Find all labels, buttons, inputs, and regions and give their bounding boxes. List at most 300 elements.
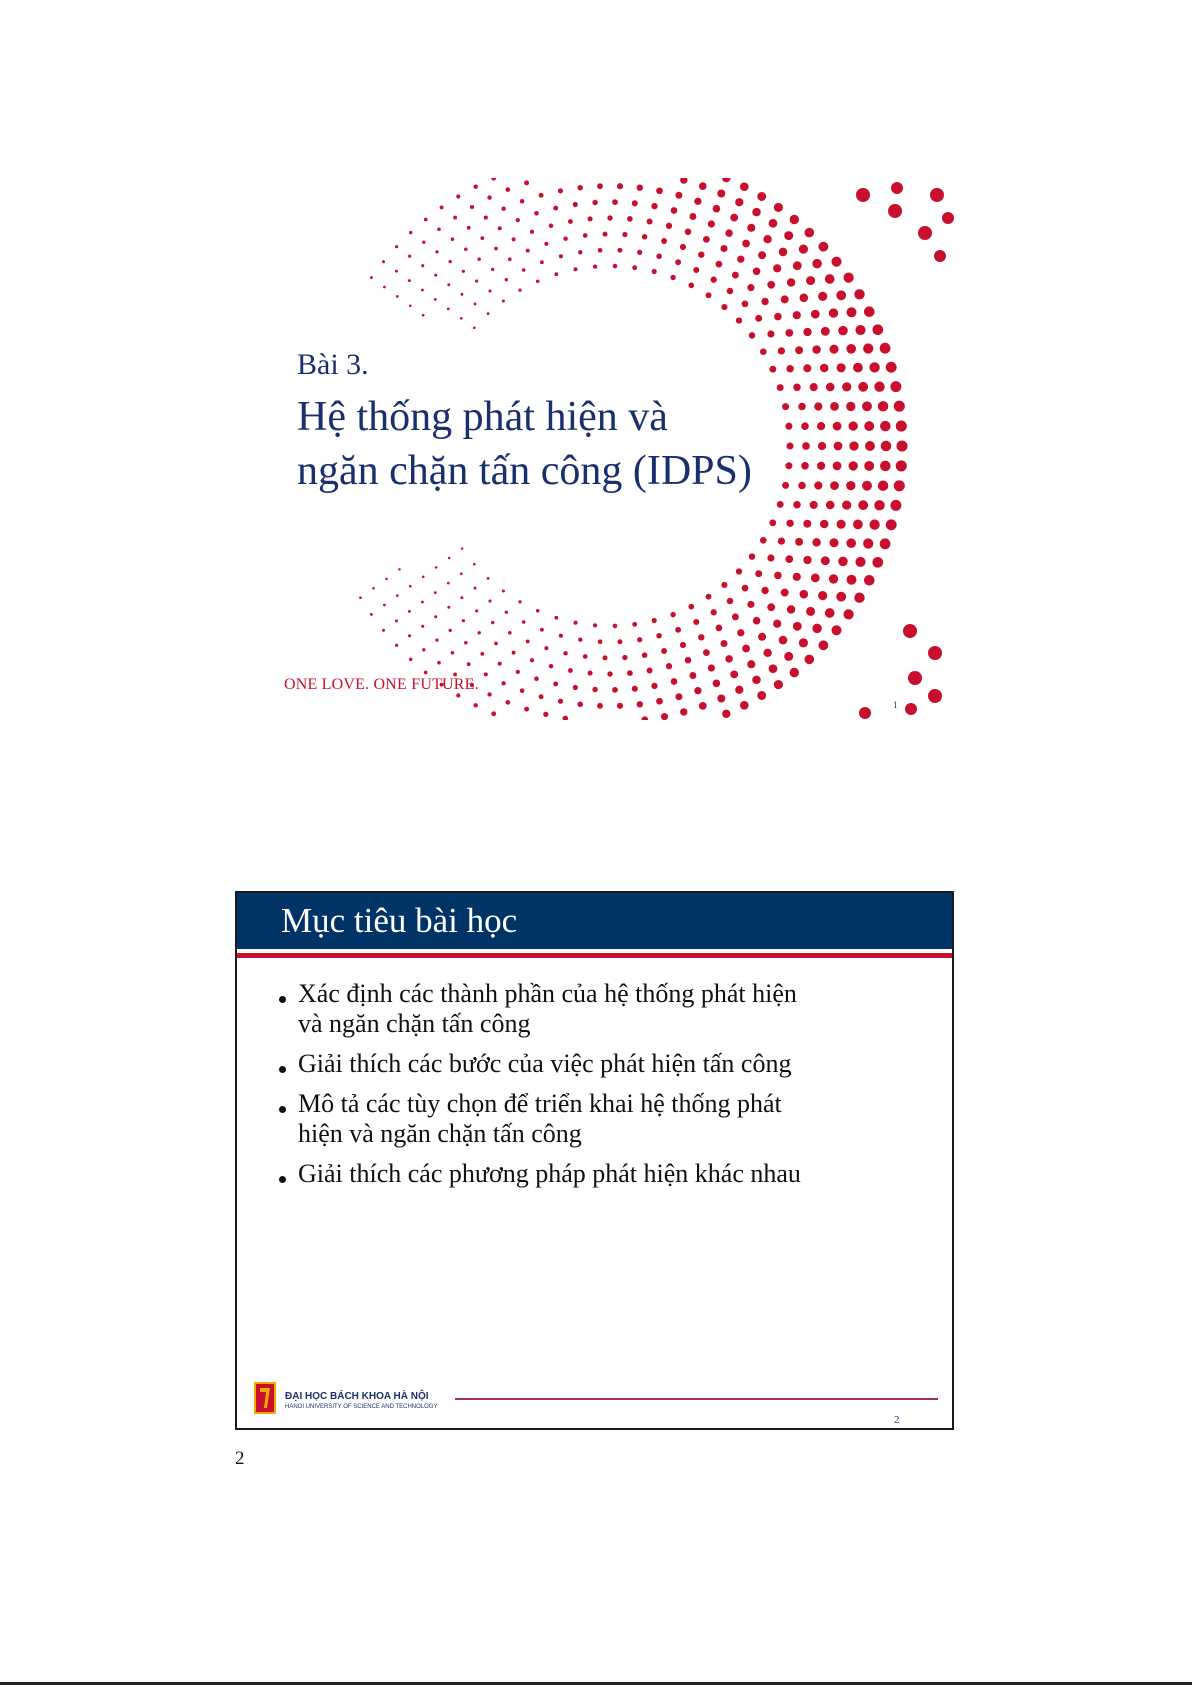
decorative-dot bbox=[760, 537, 767, 544]
decorative-dot bbox=[553, 206, 558, 211]
decorative-dot bbox=[767, 554, 774, 561]
decorative-dot bbox=[760, 348, 767, 355]
decorative-dot bbox=[758, 251, 766, 259]
decorative-dot bbox=[680, 244, 686, 250]
decorative-dot bbox=[675, 192, 682, 199]
decorative-dot bbox=[804, 228, 814, 238]
decorative-dot bbox=[554, 272, 558, 276]
decorative-dot bbox=[675, 627, 681, 633]
decorative-dot bbox=[831, 625, 841, 635]
decorative-dot bbox=[449, 629, 452, 632]
decorative-dot bbox=[742, 240, 750, 248]
decorative-dot bbox=[421, 625, 424, 628]
decorative-dot bbox=[856, 188, 870, 202]
decorative-dot bbox=[395, 270, 398, 273]
decorative-dot bbox=[577, 702, 583, 708]
decorative-dot bbox=[588, 671, 593, 676]
decorative-dot bbox=[647, 668, 653, 674]
decorative-dot bbox=[395, 619, 398, 622]
decorative-dot bbox=[524, 707, 529, 712]
decorative-dot bbox=[593, 264, 597, 268]
decorative-dot bbox=[777, 384, 784, 391]
decorative-dot bbox=[382, 629, 385, 632]
decorative-dot bbox=[865, 441, 875, 451]
decorative-dot bbox=[421, 601, 424, 604]
decorative-dot bbox=[812, 624, 821, 633]
decorative-dot bbox=[396, 594, 399, 597]
decorative-dot bbox=[508, 631, 512, 635]
decorative-dot bbox=[656, 254, 662, 260]
decorative-dot bbox=[737, 256, 744, 263]
decorative-dot bbox=[829, 345, 838, 354]
decorative-dot bbox=[837, 520, 846, 529]
decorative-dot bbox=[475, 609, 478, 612]
decorative-dot bbox=[434, 298, 437, 301]
decorative-dot bbox=[942, 212, 954, 224]
decorative-dot bbox=[693, 267, 699, 273]
decorative-dot bbox=[568, 219, 573, 224]
decorative-dot bbox=[474, 587, 477, 590]
decorative-dot bbox=[812, 345, 820, 353]
decorative-dot bbox=[732, 272, 739, 279]
decorative-dot bbox=[836, 290, 846, 300]
decorative-dot bbox=[763, 235, 771, 243]
lesson-title bbox=[297, 390, 752, 498]
slogan: ONE LOVE. ONE FUTURE. bbox=[284, 676, 479, 693]
decorative-dot bbox=[488, 599, 491, 602]
decorative-dot bbox=[421, 264, 424, 267]
objective-line: Xác định các thành phần của hệ thống phát hiện bbox=[298, 979, 797, 1008]
decorative-dot bbox=[435, 638, 438, 641]
decorative-dot bbox=[847, 307, 857, 317]
decorative-dot bbox=[578, 638, 582, 642]
decorative-dot bbox=[467, 226, 471, 230]
decorative-dot bbox=[598, 639, 603, 644]
decorative-dot bbox=[874, 500, 884, 510]
decorative-dot bbox=[713, 680, 721, 688]
decorative-dot bbox=[568, 668, 573, 673]
decorative-dot bbox=[891, 182, 903, 194]
decorative-dot bbox=[769, 519, 776, 526]
decorative-dot bbox=[863, 538, 873, 548]
decorative-dot bbox=[846, 538, 856, 548]
decorative-dot bbox=[522, 620, 526, 624]
decorative-dot bbox=[516, 670, 520, 674]
decorative-dot bbox=[558, 188, 563, 193]
decorative-dot bbox=[487, 577, 490, 580]
decorative-dot bbox=[811, 574, 820, 583]
decorative-dot bbox=[803, 556, 811, 564]
decorative-dot bbox=[612, 199, 618, 205]
decorative-dot bbox=[685, 657, 692, 664]
decorative-dot bbox=[787, 605, 795, 613]
decorative-dot bbox=[801, 422, 809, 430]
decorative-dot bbox=[462, 619, 465, 622]
decorative-dot bbox=[473, 184, 477, 188]
decorative-dot bbox=[798, 403, 806, 411]
decorative-dot bbox=[652, 618, 657, 623]
decorative-dot bbox=[526, 249, 530, 253]
decorative-dot bbox=[818, 640, 828, 650]
decorative-dot bbox=[694, 198, 701, 205]
decorative-dot bbox=[838, 326, 848, 336]
decorative-dot bbox=[534, 211, 539, 216]
decorative-dot bbox=[908, 671, 922, 685]
title-slide bbox=[235, 178, 955, 720]
decorative-dot bbox=[798, 482, 806, 490]
decorative-dot bbox=[811, 310, 820, 319]
decorative-dot bbox=[767, 330, 774, 337]
decorative-dot bbox=[467, 662, 471, 666]
decorative-dot bbox=[829, 308, 838, 317]
footer-rule bbox=[455, 1398, 938, 1400]
decorative-dot bbox=[825, 608, 835, 618]
decorative-dot bbox=[905, 703, 917, 715]
decorative-dot bbox=[370, 613, 373, 616]
decorative-dot bbox=[721, 304, 727, 310]
decorative-dot bbox=[617, 703, 623, 709]
decorative-dot bbox=[757, 691, 766, 700]
decorative-dot bbox=[512, 651, 516, 655]
decorative-dot bbox=[708, 664, 715, 671]
decorative-dot bbox=[849, 461, 858, 470]
decorative-dot bbox=[536, 279, 540, 283]
decorative-dot bbox=[786, 442, 793, 449]
slide-number: 2 bbox=[894, 1414, 900, 1426]
decorative-dot bbox=[717, 695, 725, 703]
decorative-dot bbox=[408, 610, 411, 613]
decorative-dot bbox=[881, 441, 892, 452]
decorative-dot bbox=[930, 188, 944, 202]
decorative-dot bbox=[722, 710, 730, 718]
university-name-english: HANOI UNIVERSITY OF SCIENCE AND TECHNOLOGY bbox=[285, 1404, 438, 1410]
decorative-dot bbox=[717, 190, 725, 198]
decorative-dot bbox=[434, 274, 437, 277]
decorative-dot bbox=[642, 234, 648, 240]
decorative-dot bbox=[803, 520, 811, 528]
decorative-dot bbox=[740, 182, 749, 191]
decorative-dot bbox=[890, 381, 901, 392]
slide-number: 1 bbox=[893, 700, 898, 710]
decorative-dot bbox=[817, 462, 825, 470]
decorative-dot bbox=[928, 646, 942, 660]
decorative-dot bbox=[607, 671, 612, 676]
decorative-dot bbox=[597, 183, 603, 189]
decorative-dot bbox=[422, 241, 425, 244]
decorative-dot bbox=[779, 636, 788, 645]
decorative-dot bbox=[627, 216, 633, 222]
decorative-dot bbox=[725, 229, 732, 236]
decorative-dot bbox=[706, 594, 712, 600]
decorative-dot bbox=[449, 260, 452, 263]
decorative-dot bbox=[699, 182, 707, 190]
decorative-dot bbox=[383, 286, 386, 289]
decorative-dot bbox=[522, 268, 526, 272]
decorative-dot bbox=[520, 199, 525, 204]
decorative-dot bbox=[890, 500, 901, 511]
decorative-dot bbox=[833, 422, 842, 431]
decorative-dot bbox=[675, 693, 682, 700]
decorative-dot bbox=[461, 547, 463, 549]
decorative-dot bbox=[480, 652, 484, 656]
decorative-dot bbox=[862, 481, 872, 491]
decorative-dot bbox=[491, 711, 496, 716]
decorative-dot bbox=[597, 703, 603, 709]
decorative-dot bbox=[880, 461, 891, 472]
decorative-dot bbox=[398, 568, 401, 571]
decorative-dot bbox=[793, 573, 801, 581]
decorative-dot bbox=[863, 343, 873, 353]
decorative-dot bbox=[491, 268, 494, 271]
decorative-dot bbox=[689, 672, 696, 679]
decorative-dot bbox=[703, 236, 710, 243]
decorative-dot bbox=[651, 683, 657, 689]
decorative-dot bbox=[408, 634, 411, 637]
slide-header-bar bbox=[237, 893, 952, 949]
decorative-dot bbox=[632, 200, 638, 206]
decorative-dot bbox=[774, 572, 782, 580]
objectives-slide bbox=[235, 891, 954, 1430]
decorative-dot bbox=[769, 664, 778, 673]
decorative-dot bbox=[864, 421, 874, 431]
objective-line: Giải thích các bước của việc phát hiện tấn công bbox=[298, 1049, 792, 1078]
bullet-icon bbox=[279, 1106, 286, 1113]
decorative-dot bbox=[637, 637, 642, 642]
decorative-dot bbox=[502, 299, 505, 302]
decorative-dot bbox=[896, 421, 907, 432]
decorative-dot bbox=[896, 460, 907, 471]
decorative-dot bbox=[592, 687, 597, 692]
decorative-dot bbox=[440, 205, 444, 209]
decorative-dot bbox=[782, 482, 789, 489]
decorative-dot bbox=[820, 520, 829, 529]
decorative-dot bbox=[814, 481, 822, 489]
decorative-dot bbox=[853, 520, 863, 530]
decorative-dot bbox=[588, 216, 593, 221]
decorative-dot bbox=[462, 270, 465, 273]
decorative-dot bbox=[477, 631, 480, 634]
decorative-dot bbox=[447, 582, 450, 585]
decorative-dot bbox=[612, 687, 618, 693]
decorative-dot bbox=[781, 295, 789, 303]
decorative-dot bbox=[573, 621, 577, 625]
decorative-dot bbox=[864, 575, 875, 586]
decorative-dot bbox=[836, 592, 846, 602]
decorative-dot bbox=[800, 294, 809, 303]
decorative-dot bbox=[820, 364, 829, 373]
decorative-dot bbox=[872, 557, 883, 568]
decorative-dot bbox=[810, 383, 818, 391]
decorative-dot bbox=[435, 250, 438, 253]
decorative-dot bbox=[730, 214, 738, 222]
decorative-dot bbox=[735, 686, 743, 694]
decorative-dot bbox=[460, 317, 463, 320]
decorative-dot bbox=[894, 480, 905, 491]
decorative-dot bbox=[774, 680, 783, 689]
decorative-dot bbox=[598, 248, 603, 253]
decorative-dot bbox=[806, 607, 815, 616]
objective-line: Giải thích các phương pháp phát hiện khác nhau bbox=[298, 1159, 801, 1188]
decorative-dot bbox=[661, 238, 667, 244]
decorative-dot bbox=[661, 648, 667, 654]
decorative-dot bbox=[488, 289, 491, 292]
decorative-dot bbox=[656, 633, 662, 639]
decorative-dot bbox=[464, 641, 468, 645]
objective-line: và ngăn chặn tấn công bbox=[298, 1009, 531, 1038]
decorative-dot bbox=[688, 283, 694, 289]
lesson-title-line: ngăn chặn tấn công (IDPS) bbox=[297, 448, 752, 494]
decorative-dot bbox=[749, 332, 756, 339]
decorative-dot bbox=[814, 402, 822, 410]
decorative-dot bbox=[872, 324, 883, 335]
decorative-dot bbox=[689, 213, 696, 220]
decorative-dot bbox=[711, 277, 717, 283]
decorative-dot bbox=[846, 344, 856, 354]
decorative-dot bbox=[666, 223, 672, 229]
decorative-dot bbox=[491, 621, 494, 624]
decorative-dot bbox=[553, 681, 558, 686]
decorative-dot bbox=[434, 591, 437, 594]
decorative-dot bbox=[395, 245, 398, 248]
decorative-dot bbox=[451, 651, 455, 655]
decorative-dot bbox=[858, 382, 868, 392]
bullet-icon bbox=[279, 1066, 286, 1073]
decorative-dot bbox=[736, 317, 742, 323]
decorative-dot bbox=[785, 329, 793, 337]
decorative-dot bbox=[661, 713, 668, 720]
decorative-dot bbox=[642, 652, 648, 658]
decorative-dot bbox=[685, 229, 692, 236]
objective-item bbox=[279, 1159, 919, 1189]
decorative-dot bbox=[502, 589, 505, 592]
decorative-dot bbox=[747, 660, 755, 668]
decorative-dot bbox=[878, 480, 888, 490]
decorative-dot bbox=[862, 401, 872, 411]
decorative-dot bbox=[774, 313, 782, 321]
decorative-dot bbox=[727, 288, 734, 295]
decorative-dot bbox=[869, 362, 879, 372]
decorative-dot bbox=[880, 421, 891, 432]
decorative-dot bbox=[491, 178, 496, 181]
decorative-dot bbox=[530, 230, 534, 234]
decorative-dot bbox=[487, 195, 491, 199]
decorative-dot bbox=[720, 640, 727, 647]
decorative-dot bbox=[422, 648, 425, 651]
decorative-dot bbox=[617, 183, 623, 189]
decorative-dot bbox=[833, 462, 842, 471]
decorative-dot bbox=[494, 247, 498, 251]
decorative-dot bbox=[671, 678, 678, 685]
decorative-dot bbox=[742, 645, 750, 653]
decorative-dot bbox=[480, 236, 484, 240]
decorative-dot bbox=[460, 572, 463, 575]
decorative-dot bbox=[383, 604, 386, 607]
decorative-dot bbox=[632, 622, 637, 627]
decorative-dot bbox=[409, 304, 412, 307]
decorative-dot bbox=[854, 592, 864, 602]
decorative-dot bbox=[785, 555, 793, 563]
decorative-dot bbox=[385, 578, 388, 581]
decorative-dot bbox=[540, 628, 544, 632]
decorative-dot bbox=[790, 668, 799, 677]
objective-item bbox=[279, 1089, 919, 1149]
decorative-dot bbox=[627, 670, 633, 676]
decorative-dot bbox=[777, 501, 784, 508]
decorative-dot bbox=[795, 346, 803, 354]
decorative-dot bbox=[484, 216, 488, 220]
decorative-dot bbox=[918, 226, 932, 240]
lesson-title-line: Hệ thống phát hiện và bbox=[297, 394, 668, 440]
decorative-dot bbox=[526, 639, 530, 643]
decorative-dot bbox=[779, 248, 788, 257]
decorative-dot bbox=[886, 362, 897, 373]
decorative-dot bbox=[849, 421, 858, 430]
decorative-dot bbox=[460, 293, 463, 296]
decorative-dot bbox=[680, 178, 687, 184]
decorative-dot bbox=[782, 403, 789, 410]
objective-item bbox=[279, 1049, 919, 1079]
decorative-dot bbox=[825, 274, 835, 284]
decorative-dot bbox=[637, 701, 643, 707]
decorative-dot bbox=[699, 702, 707, 710]
decorative-dot bbox=[769, 219, 778, 228]
decorative-dot bbox=[617, 248, 622, 253]
decorative-dot bbox=[370, 276, 373, 279]
decorative-dot bbox=[787, 278, 795, 286]
decorative-dot bbox=[544, 242, 548, 246]
decorative-dot bbox=[886, 519, 897, 530]
decorative-dot bbox=[749, 553, 756, 560]
decorative-dot bbox=[834, 442, 843, 451]
decorative-dot bbox=[498, 662, 502, 666]
decorative-dot bbox=[422, 575, 425, 578]
decorative-dot bbox=[549, 664, 554, 669]
decorative-dot bbox=[670, 612, 675, 617]
decorative-dot bbox=[424, 671, 428, 675]
decorative-dot bbox=[869, 519, 879, 529]
decorative-dot bbox=[793, 622, 802, 631]
decorative-dot bbox=[563, 236, 567, 240]
decorative-dot bbox=[501, 681, 505, 685]
decorative-dot bbox=[799, 244, 808, 253]
slide-title: Mục tiêu bài học bbox=[281, 901, 518, 940]
decorative-dot bbox=[753, 617, 761, 625]
decorative-dot bbox=[784, 231, 793, 240]
decorative-dot bbox=[847, 575, 857, 585]
decorative-dot bbox=[593, 623, 597, 627]
decorative-dot bbox=[573, 685, 578, 690]
decorative-dot bbox=[747, 284, 754, 291]
decorative-dot bbox=[838, 557, 848, 567]
decorative-dot bbox=[747, 224, 755, 232]
decorative-dot bbox=[722, 178, 730, 182]
decorative-dot bbox=[804, 655, 814, 665]
decorative-dot bbox=[903, 624, 917, 638]
decorative-dot bbox=[583, 233, 588, 238]
decorative-dot bbox=[725, 655, 732, 662]
decorative-dot bbox=[602, 655, 607, 660]
decorative-dot bbox=[409, 658, 412, 661]
decorative-dot bbox=[602, 232, 607, 237]
decorative-dot bbox=[408, 255, 411, 258]
decorative-dot bbox=[806, 276, 815, 285]
objective-list bbox=[279, 979, 919, 1199]
decorative-dot bbox=[755, 315, 762, 322]
decorative-dot bbox=[382, 260, 385, 263]
decorative-dot bbox=[656, 698, 663, 705]
decorative-dot bbox=[577, 185, 583, 191]
lesson-number: Bài 3. bbox=[297, 348, 369, 381]
